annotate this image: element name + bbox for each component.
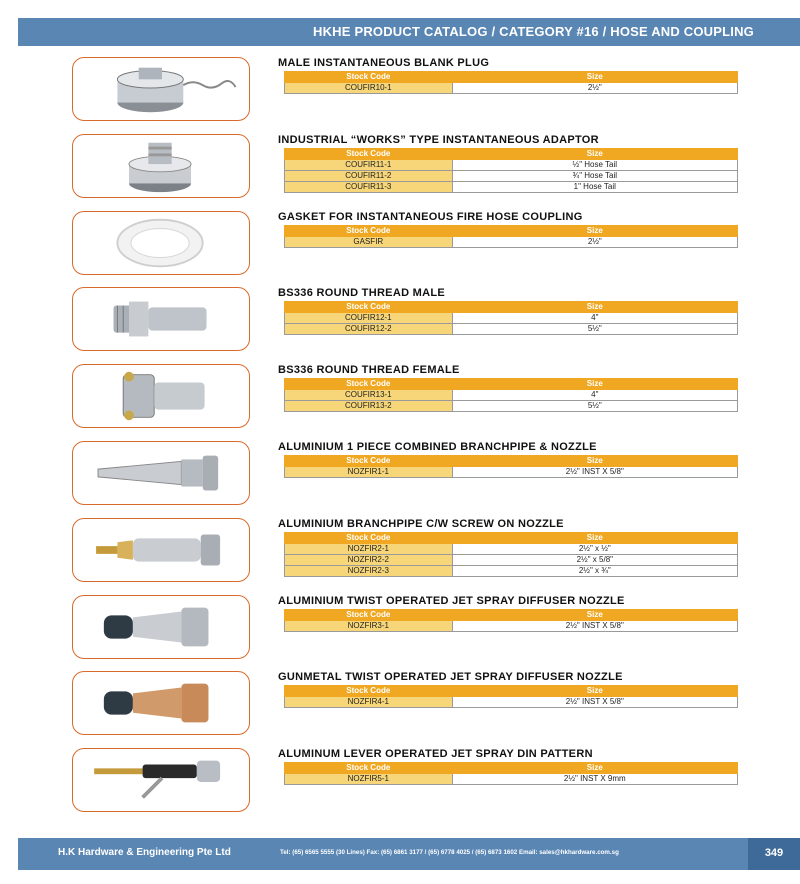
spec-table: [284, 762, 738, 785]
size-cell: 2½" INST X 5/8": [452, 697, 737, 708]
column-header-code: Stock Code: [285, 763, 453, 774]
column-header-size: Size: [452, 533, 737, 544]
stock-code-cell: COUFIR13-1: [285, 390, 453, 401]
table-row: [285, 467, 738, 478]
footer-bar: [18, 838, 800, 870]
footer-company: H.K Hardware & Engineering Pte Ltd: [58, 847, 231, 858]
stock-code-cell: NOZFIR5-1: [285, 774, 453, 785]
column-header-code: Stock Code: [285, 456, 453, 467]
column-header-size: Size: [452, 72, 737, 83]
stock-code-cell: NOZFIR2-1: [285, 544, 453, 555]
column-header-code: Stock Code: [285, 72, 453, 83]
product-title: ALUMINIUM TWIST OPERATED JET SPRAY DIFFUSER NOZZLE: [278, 595, 625, 607]
size-cell: 2½": [452, 83, 737, 94]
size-cell: 2½" x ¾": [452, 566, 737, 577]
column-header-code: Stock Code: [285, 302, 453, 313]
column-header-code: Stock Code: [285, 149, 453, 160]
product-section: [0, 364, 800, 434]
table-row: [285, 555, 738, 566]
product-image-frame: [72, 595, 250, 659]
table-header-row: [285, 533, 738, 544]
product-title: BS336 ROUND THREAD FEMALE: [278, 364, 460, 376]
gunmetal-nozzle-icon: [73, 672, 249, 734]
size-cell: 2½" x 5/8": [452, 555, 737, 566]
male-coupling-icon: [73, 288, 249, 350]
column-header-size: Size: [452, 763, 737, 774]
adaptor-icon: [73, 135, 249, 197]
spec-table: [284, 301, 738, 335]
product-image-frame: [72, 364, 250, 428]
table-row: [285, 401, 738, 412]
spec-table: [284, 71, 738, 94]
product-title: GUNMETAL TWIST OPERATED JET SPRAY DIFFUSER NOZZLE: [278, 671, 623, 683]
spec-table: [284, 378, 738, 412]
product-image-frame: [72, 57, 250, 121]
stock-code-cell: COUFIR13-2: [285, 401, 453, 412]
product-section: [0, 671, 800, 741]
size-cell: 2½": [452, 237, 737, 248]
product-section: [0, 287, 800, 357]
product-section: [0, 441, 800, 511]
spec-table: [284, 225, 738, 248]
product-section: [0, 748, 800, 818]
product-image-frame: [72, 211, 250, 275]
table-row: [285, 324, 738, 335]
column-header-size: Size: [452, 379, 737, 390]
product-section: [0, 211, 800, 281]
column-header-code: Stock Code: [285, 610, 453, 621]
stock-code-cell: COUFIR12-1: [285, 313, 453, 324]
size-cell: ¾" Hose Tail: [452, 171, 737, 182]
spec-table: [284, 609, 738, 632]
spec-table: [284, 455, 738, 478]
table-header-row: [285, 379, 738, 390]
product-section: [0, 518, 800, 588]
table-row: [285, 774, 738, 785]
table-row: [285, 313, 738, 324]
product-section: [0, 57, 800, 127]
size-cell: 2½" INST X 9mm: [452, 774, 737, 785]
product-title: ALUMINUM LEVER OPERATED JET SPRAY DIN PATTERN: [278, 748, 593, 760]
product-section: [0, 134, 800, 204]
product-image-frame: [72, 671, 250, 735]
product-section: [0, 595, 800, 665]
spec-table: [284, 532, 738, 577]
stock-code-cell: NOZFIR2-3: [285, 566, 453, 577]
footer-contact: Tel: (65) 6565 5555 (30 Lines) Fax: (65) 6861 3177 / (65) 6778 4025 / (65) 6873 1602 Email: sales@hkhardware.com.sg: [280, 849, 619, 856]
column-header-size: Size: [452, 610, 737, 621]
product-title: ALUMINIUM 1 PIECE COMBINED BRANCHPIPE & NOZZLE: [278, 441, 597, 453]
stock-code-cell: COUFIR11-1: [285, 160, 453, 171]
size-cell: 2½" INST X 5/8": [452, 467, 737, 478]
table-row: [285, 83, 738, 94]
stock-code-cell: COUFIR11-2: [285, 171, 453, 182]
product-image-frame: [72, 134, 250, 198]
product-image-frame: [72, 748, 250, 812]
stock-code-cell: NOZFIR3-1: [285, 621, 453, 632]
stock-code-cell: COUFIR12-2: [285, 324, 453, 335]
product-title: GASKET FOR INSTANTANEOUS FIRE HOSE COUPLING: [278, 211, 583, 223]
spec-table: [284, 148, 738, 193]
table-row: [285, 390, 738, 401]
branchpipe-nozzle-icon: [73, 442, 249, 504]
column-header-size: Size: [452, 226, 737, 237]
product-title: BS336 ROUND THREAD MALE: [278, 287, 446, 299]
column-header-size: Size: [452, 686, 737, 697]
stock-code-cell: COUFIR10-1: [285, 83, 453, 94]
size-cell: 5½": [452, 324, 737, 335]
female-coupling-icon: [73, 365, 249, 427]
table-row: [285, 237, 738, 248]
table-header-row: [285, 456, 738, 467]
size-cell: 4": [452, 390, 737, 401]
table-header-row: [285, 610, 738, 621]
product-title: MALE INSTANTANEOUS BLANK PLUG: [278, 57, 490, 69]
stock-code-cell: NOZFIR2-2: [285, 555, 453, 566]
table-row: [285, 544, 738, 555]
table-row: [285, 182, 738, 193]
stock-code-cell: NOZFIR4-1: [285, 697, 453, 708]
table-row: [285, 160, 738, 171]
table-header-row: [285, 149, 738, 160]
column-header-code: Stock Code: [285, 533, 453, 544]
column-header-code: Stock Code: [285, 686, 453, 697]
header-bar: [18, 18, 800, 46]
page-number: 349: [748, 838, 800, 870]
table-header-row: [285, 686, 738, 697]
stock-code-cell: COUFIR11-3: [285, 182, 453, 193]
product-image-frame: [72, 441, 250, 505]
column-header-code: Stock Code: [285, 379, 453, 390]
table-row: [285, 171, 738, 182]
table-row: [285, 697, 738, 708]
table-header-row: [285, 302, 738, 313]
blank-plug-icon: [73, 58, 249, 120]
size-cell: 5½": [452, 401, 737, 412]
column-header-code: Stock Code: [285, 226, 453, 237]
screw-nozzle-icon: [73, 519, 249, 581]
size-cell: 4": [452, 313, 737, 324]
table-row: [285, 566, 738, 577]
stock-code-cell: GASFIR: [285, 237, 453, 248]
stock-code-cell: NOZFIR1-1: [285, 467, 453, 478]
size-cell: 1" Hose Tail: [452, 182, 737, 193]
product-title: ALUMINIUM BRANCHPIPE C/W SCREW ON NOZZLE: [278, 518, 564, 530]
column-header-size: Size: [452, 456, 737, 467]
lever-nozzle-icon: [73, 749, 249, 811]
table-header-row: [285, 226, 738, 237]
column-header-size: Size: [452, 302, 737, 313]
spec-table: [284, 685, 738, 708]
page-title: HKHE PRODUCT CATALOG / CATEGORY #16 / HOSE AND COUPLING: [313, 24, 754, 39]
gasket-icon: [73, 212, 249, 274]
twist-nozzle-icon: [73, 596, 249, 658]
size-cell: ½" Hose Tail: [452, 160, 737, 171]
table-row: [285, 621, 738, 632]
table-header-row: [285, 763, 738, 774]
table-header-row: [285, 72, 738, 83]
product-title: INDUSTRIAL “WORKS” TYPE INSTANTANEOUS ADAPTOR: [278, 134, 599, 146]
size-cell: 2½" x ½": [452, 544, 737, 555]
column-header-size: Size: [452, 149, 737, 160]
size-cell: 2½" INST X 5/8": [452, 621, 737, 632]
product-image-frame: [72, 518, 250, 582]
product-image-frame: [72, 287, 250, 351]
